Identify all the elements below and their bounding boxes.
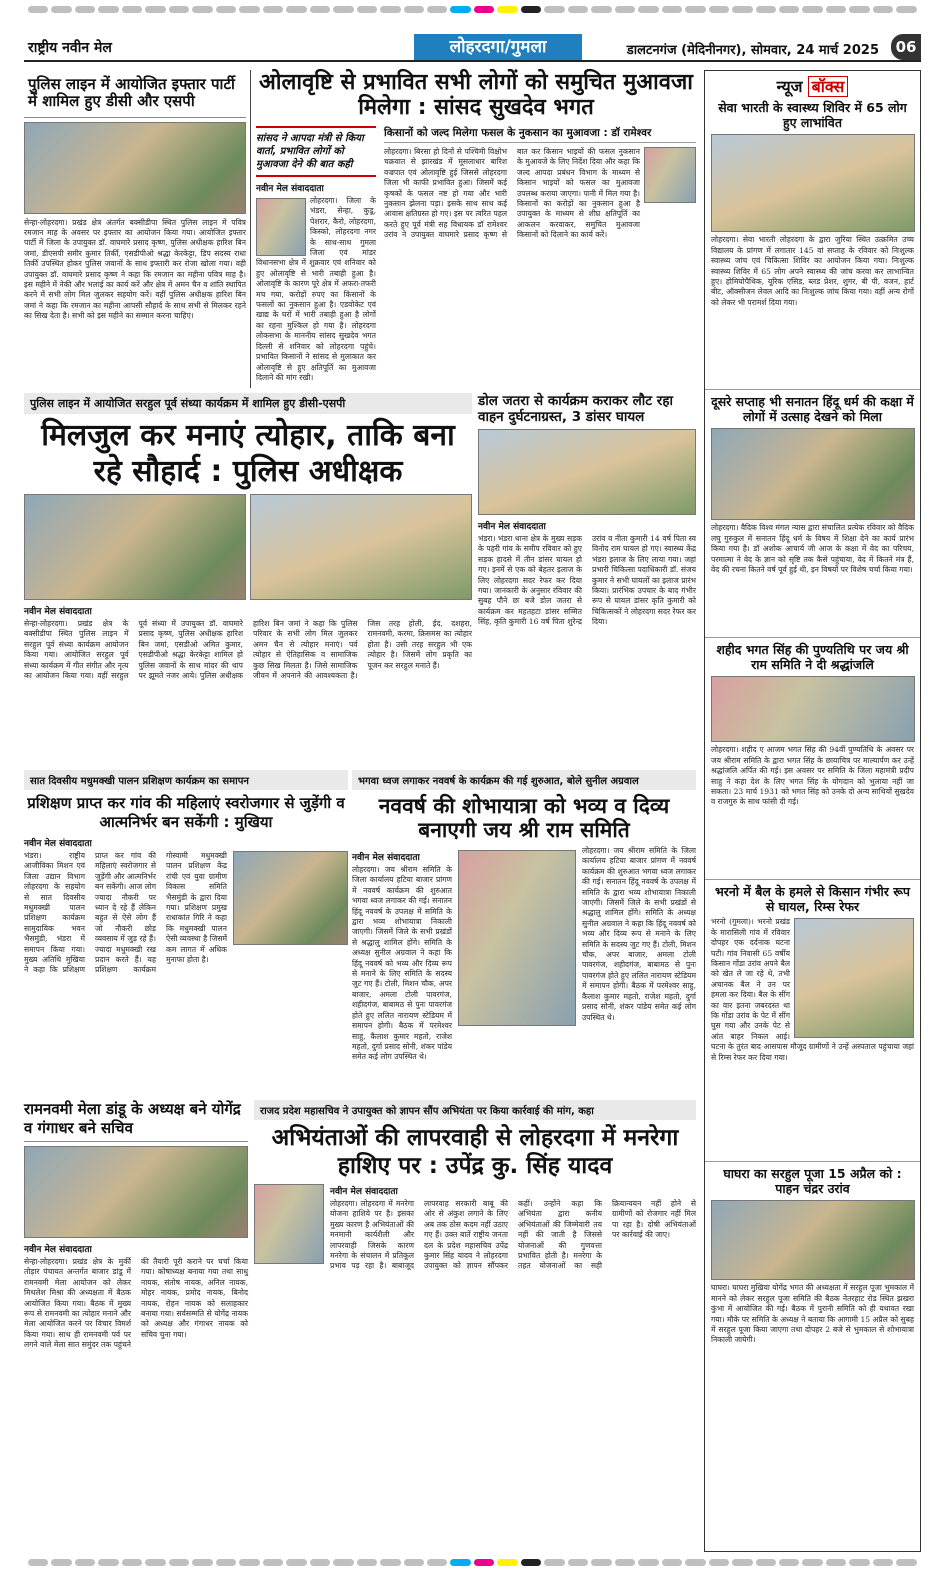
photo-class [711, 428, 915, 520]
byline: नवीन मेल संवाददाता [352, 853, 420, 863]
photo-mp-portrait [256, 198, 306, 256]
photo-training [233, 851, 348, 945]
photo-mla-portrait [644, 147, 696, 203]
headline: नववर्ष की शोभायात्रा को भव्य व दिव्य बनाएगी जय श्री राम समिति [378, 794, 670, 842]
article-body: भरनो (गुमला)। भरनो प्रखंड के मारासिली गांव में रविवार दोपहर एक दर्दनाक घटना घटी। गांव निवासी 65 वर्षीय किसान गोंडा उरांव अपने बैल को खेत ले जा रहे थे, तभी अचानक बैल ने उन पर हमला कर दिया। बैल के सींग का वार इतना जबरदस्त था कि गोंडा उरांव के पेट में सींग घुस गया और उनके पेट से आंत बाहर निकल आई। घटना के तुरंत बाद आसपास मौजूद ग्रामीणों ने उन्हें अस्पताल पहुंचाया जहां से रिम्स रेफर कर दिया गया। [711, 917, 914, 1062]
photo-meeting [24, 1146, 248, 1238]
article-body: लोहरदगा। शहीद ए आजम भगत सिंह की 94वीं पुण्यतिथि के अवसर पर जय श्रीराम समिति के द्वारा भगत सिंह के छायाचित्र पर माल्यार्पण कर उन्हें श्रद्धांजलि अर्पित की गई। इस अवसर पर समिति के जिला महामंत्री प्रदीप साहु ने कहा देश के लिए भगत सिंह के योगदान को भुलाया नहीं जा सकता। 23 मार्च 1931 को भगत सिंह को उनके दो अन्य साथियों सुखदेव व राजगुरु के साथ फांसी दी गई। [711, 745, 914, 807]
byline: नवीन मेल संवाददाता [330, 1187, 398, 1197]
bottom-color-strip [28, 1557, 917, 1567]
article-body: घाघरा। घाघरा मुखिया योगेंद्र भगत की अध्यक्षता में सरहुल पूजा भुमकाल में मानने को लेकर सरहुल पूजा समिति की बैठक नेतरहाट रोड स्थित झखरा कुंभा में आयोजित की गई। बैठक में पुरानी समिति को ही यथावत रखा गया। मौके पर समिति के अध्यक्ष ने बताया कि आगामी 15 अप्रैल को सुबह में सरहुल पूजा किया जाएगा तथा दोपहर 2 बजे से भुमकाल से शोभायात्रा निकाली जायेगी। [711, 1283, 915, 1345]
byline: नवीन मेल संवाददाता [24, 607, 92, 617]
photo-bull-attack [794, 918, 914, 1038]
headline: डोल जतरा से कार्यक्रम कराकर लौट रहा वाहन दुर्घटनाग्रस्त, 3 डांसर घायल [478, 393, 673, 425]
photo-sarhul-meeting [711, 1200, 915, 1280]
photo-rjd-leader [254, 1184, 324, 1264]
photo-flag-ceremony [458, 850, 576, 1026]
sub-kicker: किसानों को जल्द मिलेगा फसल के नुकसान का मुआवजा : डॉ रामेश्वर [384, 126, 696, 143]
dateline: डालटनगंज (मेदिनीनगर), सोमवार, 24 मार्च 2025 [626, 43, 879, 58]
photo-dance [24, 494, 246, 600]
article-new-year-procession [352, 770, 696, 1095]
news-box-sidebar [704, 70, 921, 1552]
article-sarhul-police [24, 393, 472, 765]
top-color-strip [28, 4, 917, 14]
photo-tribute [711, 676, 915, 742]
headline: घाघरा का सरहुल पूजा 15 अप्रैल को : पाहन चंद्रर उरांव [723, 1166, 902, 1197]
kicker: भगवा ध्वज लगाकर नववर्ष के कार्यक्रम की गई शुरुआत, बोले सुनील अग्रवाल [352, 770, 696, 790]
headline: रामनवमी मेला डांडू के अध्यक्ष बने योगेंद्र व गंगाधर बने सचिव [24, 1100, 248, 1142]
section-banner: लोहरदगा/गुमला [414, 34, 582, 60]
article-body: सेन्हा-लोहरदगा। प्रखंड क्षेत्र के मुर्की तोड़ार पंचायत अन्तर्गत बाजार डांडू में रामनवमी मेला आयोजन को लेकर मिथलेश मिश्रा की अध्यक्षता में बैठक आयोजित किया गया। बैठक में मुख्य रूप से रामनवमी का त्योहार मनाने और मेला आयोजित करने पर विचार विमर्श किया गया। साथ ही रामनवमी पर्व पर लगने वाले मेला सात समुंदर तक पहुंचने की तैयारी पूरी कराने पर चर्चा किया गया। कोषाध्यक्ष बनाया गया तथा साधु नायक, संतोष नायक, अनिल नायक, मोहर नायक, प्रमोद नायक, बिनोद नायक, रोहन नायक को सलाहकार बनाया गया। सर्वसम्मति से योगेंद्र नायक को अध्यक्ष और गंगाधर नायक को सचिव चुना गया। [24, 1257, 248, 1350]
article-body: सेन्हा-लोहरदगा। प्रखंड क्षेत्र अंतर्गत बक्सीडीपा स्थित पुलिस लाइन में पवित्र रमजान माह के अवसर पर इफ्तार का आयोजन किया गया। आयोजित इफ्तार पार्टी में जिला के उपायुक्त डॉ. वाघमारे प्रसाद कृष्ण, पुलिस अधीक्षक हारिश बिन जमां, डीएसपी समीर कुमार तिर्की, एसडीपीओ श्रद्धा केरकेट्टा, डिप सदस्य राधा तिर्की उपस्थित होकर पुलिस जवानों के साथ इफ्तारी कर रोजा खोला गया। वही उपायुक्त डॉ. वाघमारे प्रसाद कृष्ण ने कहा कि रमजान का महीना पवित्र माह है। इस महीने में नेकी और भलाई का कार्य करें और क्षेत्र में अमन चैन व शांति स्थापित करने में सभी लोग मिल जुलकर सहयोग करें। वहीं पुलिस अधीक्षक हारिश बिन जमां ने कहा कि रमजान का महीना आपसी सौहार्द के साथ सभी से मिलकर रहने का सिख देता है। सभी को इस महीने का सम्मान करना चाहिए। [24, 217, 246, 321]
pull-quote: सांसद ने आपदा मंत्री से किया वार्ता, प्रभावित लोगों को मुआवजा देने की बात कही [256, 126, 376, 177]
article-body: भंडरा। राष्ट्रीय आजीविका मिशन एवं जिला उद्यान विभाग लोहरदगा के सहयोग से सात दिवसीय मधुमक्खी पालन प्रशिक्षण कार्यक्रम सामुदायिक भवन भैसमुंडी, भंडरा में समापन किया गया। मुख्य अतिथि मुखिया ने कहा कि प्रशिक्षण प्राप्त कर गांव की महिलाएं स्वरोजगार से जुड़ेंगी और आत्मनिर्भर बन सकेंगी। आज लोग ज्यादा नौकरी पर ध्यान दे रहे हैं लेकिन बहुत से ऐसे लोग हैं जो नौकरी छोड़ व्यवसाय में जुड़ रहे हैं। ज्यादा मधुमक्खी रख प्रदान करते हैं। यह प्रशिक्षण कार्यक्रम गोस्वामी मधुमक्खी पालन प्रशिक्षण केंद्र रांची एवं युवा ग्रामीण विकास समिति भैसमुंडी के द्वारा दिया गया। प्रशिक्षण प्रमुख राधाकांत गिरि ने कहा कि मधुमक्खी पालन ऐसी व्यवस्था है जिसमें कम लागत में अधिक मुनाफा होता है। [24, 851, 227, 975]
article-body: लोहरदगा। सेवा भारती लोहरदगा के द्वारा जुरिया स्थित उत्क्रमित उच्च विद्यालय के प्रांगण में लगातार 145 वां सप्ताह के रविवार को निःशुल्क स्वास्थ्य जांच एवं चिकित्सा शिविर का आयोजन किया गया। निःशुल्क स्वास्थ्य शिविर में 65 लोग अपने स्वास्थ्य की जांच करवा कर लाभान्वित हुए। होमियोपैथिक, यूरिक एसिड, ब्लड प्रेशर, शुगर, बी पी, वजन, हार्ट बीट, ऑक्सीजन लेवल आदि का निःशुल्क जांच किया गया। वहीं अन्य रोगों को लेकर भी परामर्श दिया गया। [711, 235, 914, 307]
headline: भरनो में बैल के हमले से किसान गंभीर रूप से घायल, रिम्स रेफर [714, 884, 911, 915]
headline: ओलावृष्टि से प्रभावित सभी लोगों को समुचित मुआवजा मिलेगा : सांसद सुखदेव भगत [259, 70, 693, 120]
headline: शहीद भगत सिंह की पुण्यतिथि पर जय श्री राम समिति ने दी श्रद्धांजलि [716, 642, 909, 673]
brand-name: राष्ट्रीय नवीन मेल [28, 40, 112, 56]
article-iftar [24, 70, 246, 388]
article-accident [478, 393, 696, 765]
article-body: भंडरा। भंडरा थाना क्षेत्र के मुख्य सड़क के पहरी गांव के समीप रविवार को हुए सड़क हादसे में तीन डांसर घायल हो गए। इनमें से एक को बेहतर इलाज के लिए लोहरदगा सदर रेफर कर दिया गया। जानकारी के अनुसार रविवार की सुबह पौने छः बजे डोल जतरा से कार्यक्रम कर महतहटा डांसर सम्मित सिंह, कृति कुमारी 16 वर्ष पिता शुरेन्द्र उरांव व नीता कुमारी 14 वर्ष पिता स्व विनोद राम घायल हो गए। स्वास्थ्य केंद्र भंडरा इलाज के लिए लाया गया। जहां प्रभारी चिकित्सा पदाधिकारी डॉ. संजय कुमार ने सभी घायलों का इलाज प्रारंभ किया। प्रारंभिक उपचार के बाद गंभीर रूप से घायल डांसर कृति कुमारी को चिकित्सकों ने लोहरदगा सदर रेफर कर दिया। [478, 534, 696, 627]
headline: अभियंताओं की लापरवाही से लोहरदगा में मनरेगा हाशिए पर : उपेंद्र कु. सिंह यादव [271, 1125, 679, 1179]
article-body: लोहरदगा। लोहरदगा में मनरेगा योजना हाशिये पर है। इसका मुख्य कारण है अभियंताओं की मनमानी कार्यशैली और लापरवाही जिसके कारण मनरेगा के संचालन में प्रतिकूल प्रभाव पड़ रहा है। बाबाजूद लापरवाह सरकारी बाबू की ओर से अंकुश लगाने के लिए अब तक ठोस कदम नहीं उठाए गए हैं। उक्त बातें राष्ट्रीय जनता दल के प्रदेश महासचिव उपेंद्र कुमार सिंह यादव ने लोहरदगा उपायुक्त को ज्ञापन सौंपकर कहीं। उन्होंने कहा कि अभियंता द्वारा कनीय अभियंताओं की जिम्मेवारी तय नहीं की जाती है जिससे योजनाओं की गुणवत्ता प्रभावित होती है। मनरेगा के तहत योजनाओं का सही क्रियान्वयन नहीं होने से ग्रामीणों को रोजगार नहीं मिल पा रहा है। दोषी अभियंताओं पर कार्रवाई की जाए। [330, 1199, 696, 1271]
article-mnrega [254, 1100, 696, 1552]
article-ram-navami [24, 1100, 248, 1552]
news-box-label-accent: बॉक्स [808, 76, 849, 97]
masthead [24, 34, 921, 62]
kicker: सात दिवसीय मधुमक्खी पालन प्रशिक्षण कार्यक्रम का समापन [24, 770, 348, 790]
article-body: सेन्हा-लोहरदगा। प्रखंड क्षेत्र के बक्सीडीपा स्थित पुलिस लाइन में सरहुल पूर्व संध्या कार्यक्रम आयोजन किया गया। आयोजित सरहुल पूर्व संध्या कार्यक्रम में गीत संगीत और नृत्य का आयोजन किया गया। वहीं सरहुल पूर्व संध्या में उपायुक्त डॉ. वाघमारे प्रसाद कृष्ण, पुलिस अधीक्षक हारिश बिन जमां, एसडीओ अमित कुमार, एसडीपीओ श्रद्धा केरकेट्टा शामिल हो पुलिस जवानों के साथ मांदर की थाप पर झूमते नजर आये। पुलिस अधीक्षक हारिश बिन जमां ने कहा कि पुलिस परिवार के सभी लोग मिल जुलकर अमन चैन से त्योहार मनाएं। पर्व त्योहार से ऐतिहासिक व सामाजिक कुछ सिख मिलता है। जिसे सामाजिक जीवन में अपनाने की आवश्यकता है। जिस तरह होली, ईद, दशहरा, रामनवमी, करमा, क्रिसमस का त्योहार होता है। उसी तरह सरहुल भी एक त्योहार है। जिसमें लोग प्रकृति का पूजन कर सरहुल मनाते हैं। [24, 619, 472, 681]
byline: नवीन मेल संवाददाता [256, 184, 324, 194]
headline: सेवा भारती के स्वास्थ्य शिविर में 65 लोग हुए लाभांवित [718, 100, 907, 131]
news-box-label: न्यूज [776, 77, 803, 96]
photo-wrecked-vehicle [478, 429, 696, 515]
byline: नवीन मेल संवाददाता [478, 522, 546, 532]
headline: पुलिस लाइन में आयोजित इफ्तार पार्टी में शामिल हुए डीसी और एसपी [24, 70, 246, 118]
kicker: राजद प्रदेश महासचिव ने उपायुक्त को ज्ञापन सौंप अभियंता पर किया कार्रवाई की मांग, कहा [254, 1100, 696, 1120]
headline: दूसरे सप्ताह भी सनातन हिंदू धर्म की कक्षा में लोगों में उत्साह देखने को मिला [711, 394, 914, 425]
article-beekeeping [24, 770, 348, 1095]
article-body: लोहरदगा। वैदिक विश्व मंगल न्यास द्वारा संचालित प्रत्येक रविवार को वैदिक लघु गुरुकुल में सनातन हिंदू धर्म के विषय में शिक्षा देने का कार्य प्रारंभ किया गया है। डॉ अशोक आचार्य जी आज के कक्षा में वेद का परिचय, परमात्मा ने वेद के ज्ञान को सृष्टि तक कैसे पहुंचाया, वेद में कितने मंत्र हैं, वेद की रचना कितने वर्ष पूर्व हुई थी, इन विषयों पर विशेष चर्चा किया गया। [711, 523, 914, 575]
article-body: लोहरदगा। जिला के भंडरा, सेन्हा, कुडू, पेशरार, कैरो, लोहरदगा, किस्को, लोहरदगा नगर के साथ-साथ गुमला जिला एवं मांडर विधानसभा क्षेत्र में शुक्रवार एवं शनिवार को हुए ओलावृष्टि से भारी तबाही हुआ है। ओलावृष्टि के कारण पूरे क्षेत्र में अफरा-तफरी मच गया, करोड़ों रुपए का किसानों के फसलों का नुकसान हुआ है। एडवोकेट एवं खाद्य के घरों में भारी तबाही हुआ है लोगों का रहना मुश्किल हो गया है। लोहरदगा लोकसभा के माननीय सांसद सुखदेव भगत दिल्ली से शनिवार को लोहरदगा पहुंचे। प्रभावित किसानों ने सांसद से मुलाकात कर ओलावृष्टि से हुए क्षतिपूर्ति का मुआवजा दिलाने की मांग रखी। [256, 196, 376, 382]
kicker: पुलिस लाइन में आयोजित सरहुल पूर्व संध्या कार्यक्रम में शामिल हुए डीसी-एसपी [24, 393, 472, 414]
column-divider [250, 70, 251, 388]
article-body-continued: लोहरदगा। जय श्रीराम समिति के जिला कार्यालय हटिया बाजार प्रांगण में नववर्ष कार्यक्रम की शुरुआत भगवा ध्वज लगाकर की गई। सनातन हिंदू नववर्ष के उपलक्ष में समिति के द्वारा भव्य शोभायात्रा निकाली जाएगी। जिसमें जिले के सभी प्रखंडों से श्रद्धालु शामिल होंगे। समिति के अध्यक्ष सुनील अग्रवाल ने कहा कि हिंदू नववर्ष को भव्य और दिव्य रूप से मनाने के लिए समिति के सदस्य जुट गए हैं। टोली, मिशन चौक, अपर बाजार, अमला टोली पावरगंज, शहीदगंज, बाबामठ से पुनः पावरगंज होते हुए ललित नारायण स्टेडियम में समापन होगी। बैठक में परमेश्वर साहु, कैलाश कुमार महतो, राजेश महतो, दुर्गा प्रसाद सोनी, शंकर पांडेय समेत कई लोग उपस्थित थे। [582, 846, 696, 1022]
headline: मिलजुल कर मनाएं त्योहार, ताकि बना रहे सौहार्द : पुलिस अधीक्षक [41, 418, 455, 489]
photo-officials [250, 494, 472, 600]
byline: नवीन मेल संवाददाता [24, 839, 92, 849]
photo-iftar [24, 122, 246, 214]
article-body: लोहरदगा। जय श्रीराम समिति के जिला कार्यालय हटिया बाजार प्रांगण में नववर्ष कार्यक्रम की शुरुआत भगवा ध्वज लगाकर की गई। सनातन हिंदू नववर्ष के उपलक्ष में समिति के द्वारा भव्य शोभायात्रा निकाली जाएगी। जिसमें जिले के सभी प्रखंडों से श्रद्धालु शामिल होंगे। समिति के अध्यक्ष सुनील अग्रवाल ने कहा कि हिंदू नववर्ष को भव्य और दिव्य रूप से मनाने के लिए समिति के सदस्य जुट गए हैं। टोली, मिशन चौक, अपर बाजार, अमला टोली पावरगंज, शहीदगंज, बाबामठ से पुनः पावरगंज होते हुए ललित नारायण स्टेडियम में समापन होगी। बैठक में परमेश्वर साहु, कैलाश कुमार महतो, राजेश महतो, दुर्गा प्रसाद सोनी, शंकर पांडेय समेत कई लोग उपस्थित थे। [352, 865, 452, 1062]
byline: नवीन मेल संवाददाता [24, 1245, 92, 1255]
headline: प्रशिक्षण प्राप्त कर गांव की महिलाएं स्वरोजगार से जुड़ेंगी व आत्मनिर्भर बन सकेंगी : मुखिया [27, 794, 345, 831]
photo-health-camp [711, 134, 915, 232]
article-hailstorm [256, 70, 696, 388]
article-body-2: लोहरदगा। बिरसा हो दिनों से पश्चिमी विक्षोभ चक्रवात से झारखंड में मूसलाधार बारिश वज्रपात एवं ओलावृष्टि हुई जिससे लोहरदगा जिला भी काफी प्रभावित हुआ। जिसमें कई कृषकों के फसल नष्ट हो गया और भारी नुकसान झेलना पड़ा। इसके साथ साथ कई आवास क्षतिग्रस्त हो गए। इस पर त्वरित पहल करते हुए पूर्व मंत्री सह विधायक डॉ रामेश्वर उरांव ने उपायुक्त वाघमारे प्रसाद कृष्ण से बात कर किसान भाइयों की फसल नुकसान के मुआवजे के लिए निर्देश दिया और कहा कि जल्द आपदा प्रबंधन विभाग के माध्यम से किसान भाइयों को फसल का मुआवजा उपलब्ध कराया जाएगा। पानी में मिल गया है। किसानों का करोड़ों का नुकसान हुआ है उपायुक्त के माध्यम से शीघ्र क्षतिपूर्ति का आकलन करवाकर, समुचित मुआवजा किसानों को दिलाने का कार्य करें। [384, 147, 640, 240]
page-number: 06 [891, 34, 921, 60]
